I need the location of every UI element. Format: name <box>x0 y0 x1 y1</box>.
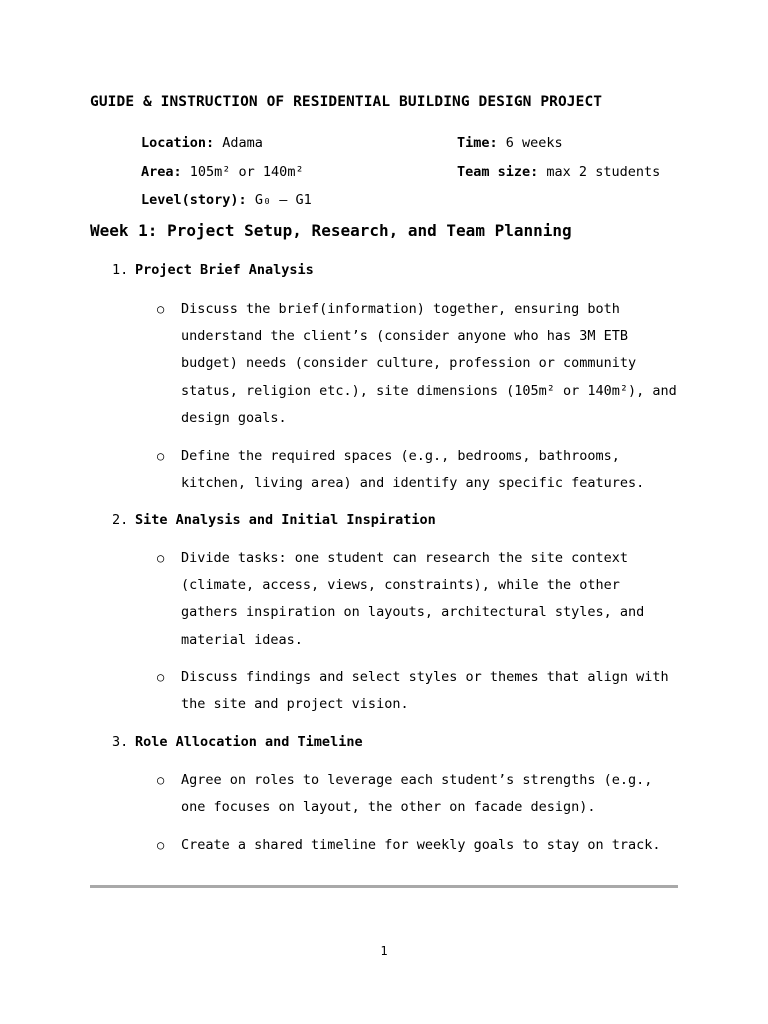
bullet-marker: ○ <box>157 449 165 463</box>
section-label: Project Brief Analysis <box>135 262 314 278</box>
list-item-text: Discuss findings and select styles or themes that align with the site and project vision. <box>181 669 669 713</box>
list-item-text: Define the required spaces (e.g., bedrooms, bathrooms, kitchen, living area) and identify any specific features. <box>181 448 645 492</box>
time-label: Time: <box>457 135 498 151</box>
location-label: Location: <box>141 135 215 151</box>
list-item-text: Agree on roles to leverage each student’s strengths (e.g., one focuses on layout, the other on facade design). <box>181 772 653 816</box>
time-value: 6 weeks <box>505 135 563 151</box>
section-heading <box>112 734 363 750</box>
bullet-marker: ○ <box>157 670 165 684</box>
section-number: 3. <box>112 734 129 750</box>
section-label: Site Analysis and Initial Inspiration <box>135 512 436 528</box>
week-1-heading: Week 1: Project Setup, Research, and Team Planning <box>90 221 572 240</box>
bullet-marker: ○ <box>157 838 165 852</box>
area-info <box>141 164 304 180</box>
bullet-marker: ○ <box>157 551 165 565</box>
section-label: Role Allocation and Timeline <box>135 734 363 750</box>
section-number: 1. <box>112 262 129 278</box>
list-item <box>157 832 682 859</box>
area-value: 105m² or 140m² <box>189 164 304 180</box>
footer-divider <box>90 885 678 888</box>
list-item <box>157 545 682 654</box>
bullet-marker: ○ <box>157 302 165 316</box>
list-item <box>157 296 682 432</box>
time-info <box>457 135 563 151</box>
team-size-value: max 2 students <box>546 164 661 180</box>
list-item <box>157 664 682 718</box>
bullet-marker: ○ <box>157 773 165 787</box>
list-item-text: Discuss the brief(information) together, ensuring both understand the client’s (consider anyone who has 3M ETB budget) needs (consider culture, profession or community status, religion etc.), site dimensions (105m² or 140m²), and design goals. <box>181 301 677 426</box>
team-size-info <box>457 164 660 180</box>
level-label: Level(story): <box>141 192 247 208</box>
page-number: 1 <box>380 944 388 958</box>
level-info <box>141 192 312 208</box>
section-number: 2. <box>112 512 129 528</box>
area-label: Area: <box>141 164 182 180</box>
team-size-label: Team size: <box>457 164 539 180</box>
section-heading <box>112 512 436 528</box>
list-item-text: Divide tasks: one student can research the site context (climate, access, views, constraints), while the other gathers inspiration on layouts, architectural styles, and material ideas. <box>181 550 645 648</box>
list-item <box>157 443 682 497</box>
level-value: G₀ – G1 <box>254 192 312 208</box>
location-value: Adama <box>222 135 263 151</box>
location-info <box>141 135 263 151</box>
list-item-text: Create a shared timeline for weekly goals to stay on track. <box>181 837 661 853</box>
list-item <box>157 767 682 821</box>
document-title: GUIDE & INSTRUCTION OF RESIDENTIAL BUILDING DESIGN PROJECT <box>90 94 603 110</box>
section-heading <box>112 262 314 278</box>
